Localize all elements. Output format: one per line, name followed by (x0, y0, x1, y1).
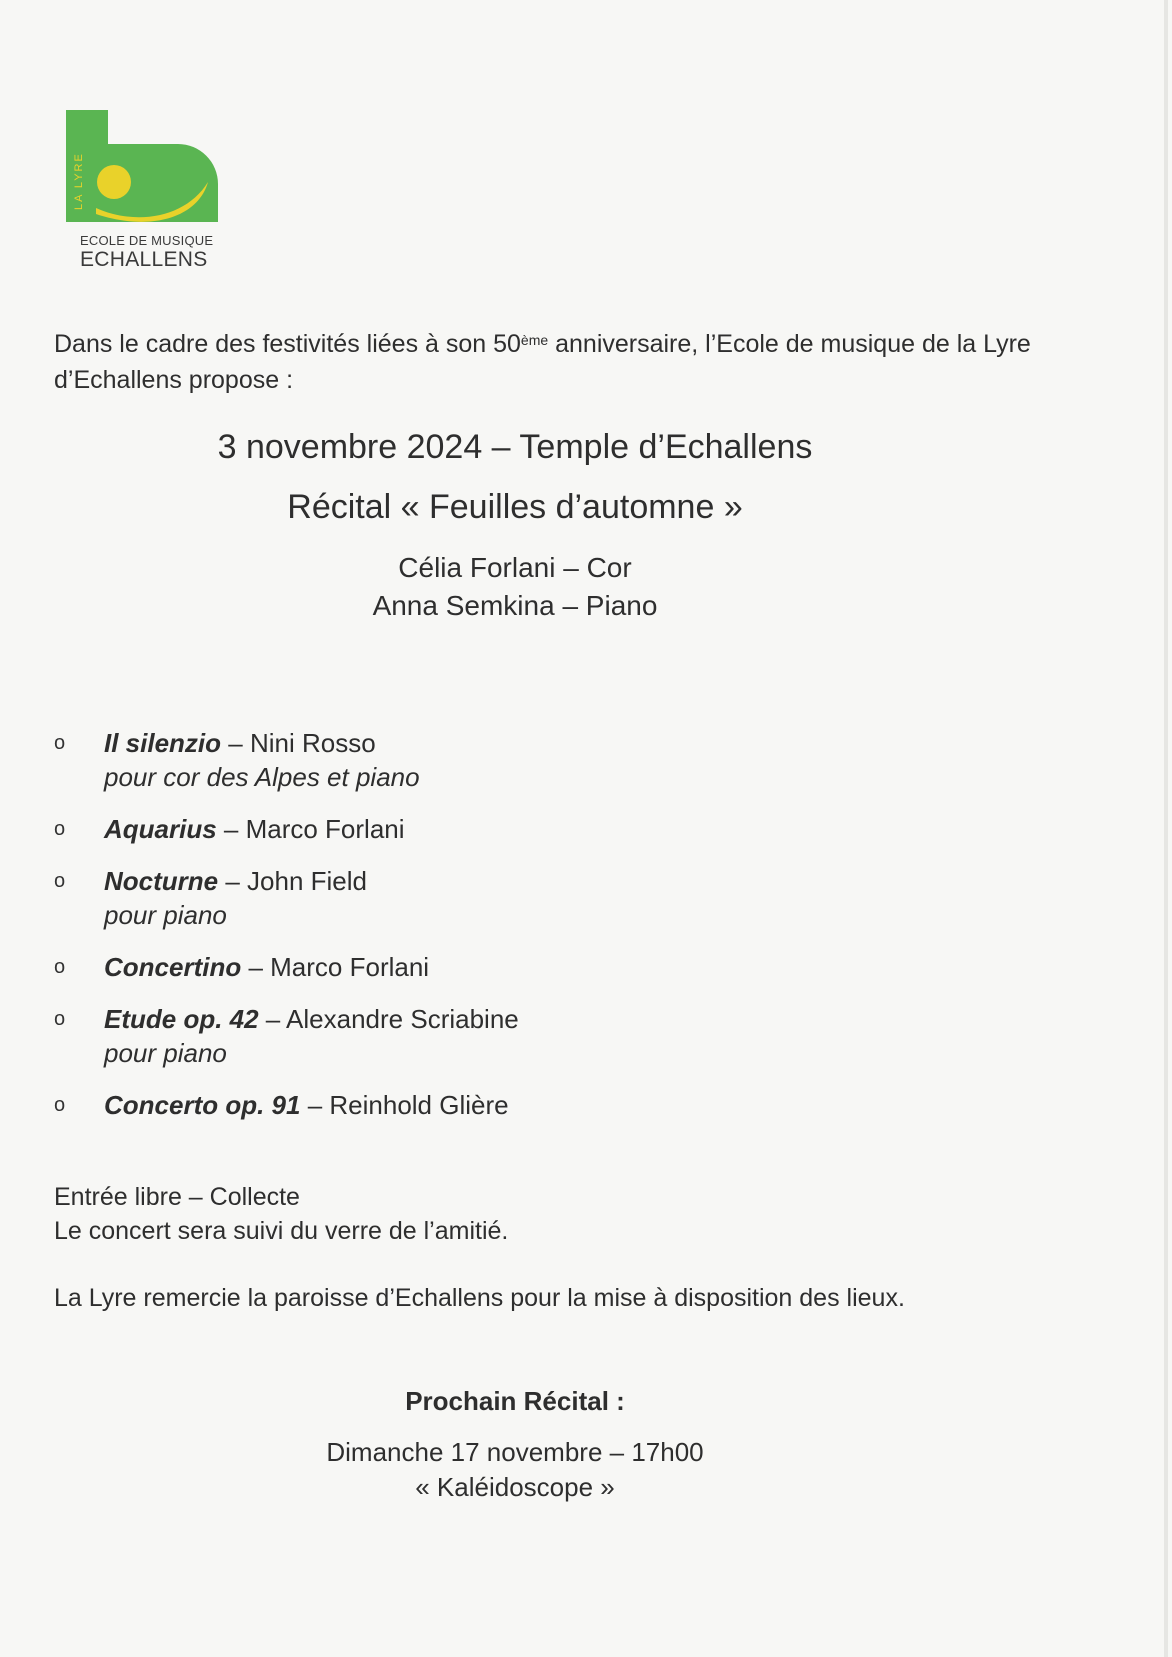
event-title: Récital « Feuilles d’automne » (287, 488, 743, 526)
performer-piano: Anna Semkina – Piano (372, 590, 658, 621)
program-item (54, 950, 1054, 984)
work-title: Aquarius (104, 814, 217, 844)
logo-caption-town: ECHALLENS (80, 248, 208, 271)
program-list (54, 726, 1054, 1140)
intro-superscript: ème (520, 332, 549, 348)
entry-info (54, 1180, 508, 1248)
program-item (54, 1002, 1054, 1070)
work-title: Nocturne (104, 866, 219, 896)
composer: – Marco Forlani (216, 814, 405, 844)
program-item (54, 1088, 1054, 1122)
logo-mark (66, 110, 218, 222)
performer-horn: Célia Forlani – Cor (398, 552, 632, 583)
work-note: pour cor des Alpes et piano (104, 762, 420, 792)
logo-caption-school: ECOLE DE MUSIQUE (80, 233, 214, 248)
work-title: Etude op. 42 (104, 1004, 259, 1034)
bullet-icon: o (54, 1008, 66, 1030)
bullet-icon: o (54, 732, 66, 754)
entry-line: Entrée libre – Collecte (54, 1183, 300, 1211)
thanks-paragraph: La Lyre remercie la paroisse d’Echallens pour la mise à disposition des lieux. (54, 1284, 905, 1312)
work-note: pour piano (104, 900, 227, 930)
intro-paragraph (54, 326, 1054, 398)
bullet-icon: o (54, 818, 66, 840)
composer: – Marco Forlani (241, 952, 430, 982)
composer: – Reinhold Glière (300, 1090, 509, 1120)
composer: – Nini Rosso (221, 728, 376, 758)
program-item (54, 864, 1054, 932)
work-title: Il silenzio (104, 728, 222, 758)
bullet-icon: o (54, 870, 66, 892)
work-note: pour piano (104, 1038, 227, 1068)
composer: – John Field (218, 866, 367, 896)
reception-line: Le concert sera suivi du verre de l’amitié. (54, 1217, 509, 1245)
event-date-place: 3 novembre 2024 – Temple d’Echallens (217, 428, 813, 466)
composer: – Alexandre Scriabine (258, 1004, 519, 1034)
program-item (54, 726, 1054, 794)
bullet-icon: o (54, 956, 66, 978)
next-recital-date: Dimanche 17 novembre – 17h00 (326, 1437, 704, 1467)
svg-text:LA LYRE: LA LYRE (73, 152, 85, 210)
work-title: Concerto op. 91 (104, 1090, 301, 1120)
intro-text-start: Dans le cadre des festivités liées à son 50 (54, 330, 521, 358)
intro-text-end: anniversaire, l’Ecole de musique de la Lyre d’Echallens propose : (54, 330, 1031, 394)
work-title: Concertino (104, 952, 242, 982)
next-recital-heading: Prochain Récital : (405, 1386, 625, 1416)
program-item (54, 812, 1054, 846)
next-recital-title: « Kaléidoscope » (415, 1472, 615, 1502)
bullet-icon: o (54, 1094, 66, 1116)
